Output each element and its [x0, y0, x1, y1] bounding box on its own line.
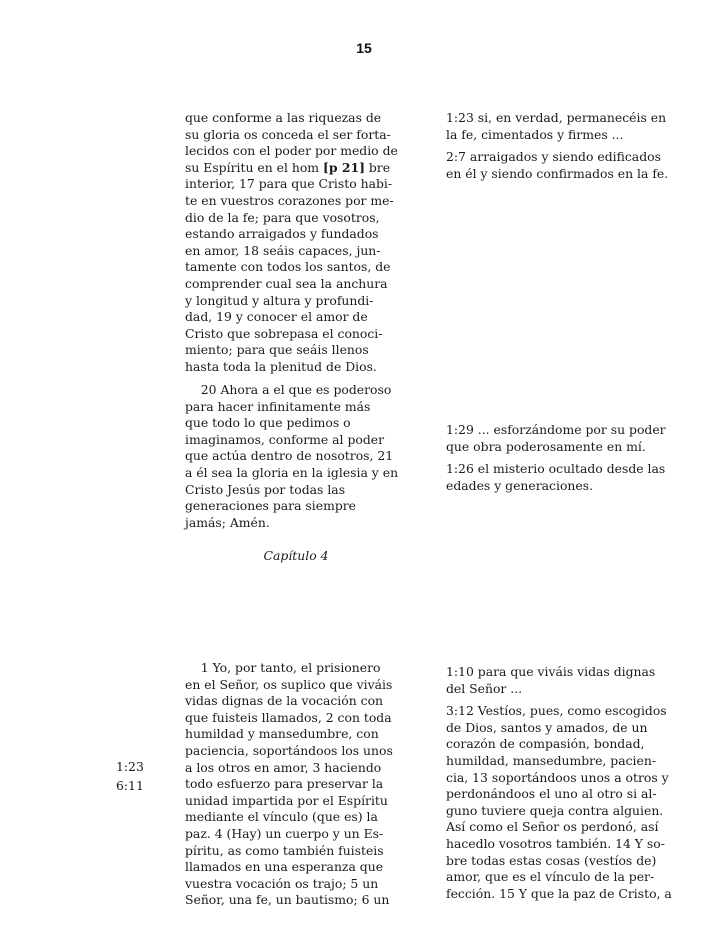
text-line: dio de la fe; para que vosotros, — [185, 209, 380, 225]
text-line: perdonándoos el uno al otro si al- — [446, 786, 657, 802]
text-line: Cristo Jesús por todas las — [185, 481, 346, 497]
text-line: la fe, cimentados y firmes ... — [446, 126, 624, 142]
text-line: lecidos con el poder por medio de — [185, 143, 398, 159]
text-line: generaciones para siempre — [185, 498, 357, 514]
text-line: paz. 4 (Hay) un cuerpo y un Es- — [185, 825, 384, 841]
text-line: corazón de compasión, bondad, — [446, 736, 645, 752]
text-line: a los otros en amor, 3 haciendo — [185, 759, 382, 775]
text-line: vidas dignas de la vocación con — [185, 693, 384, 709]
cross-reference — [446, 110, 686, 143]
margin-reference: 1:23 — [116, 759, 144, 774]
text-line: interior, 17 para que Cristo habi- — [185, 176, 393, 192]
text-line: miento; para que seáis llenos — [185, 342, 369, 358]
text-line: en el Señor, os suplico que viváis — [185, 676, 393, 692]
text-line: llamados en una esperanza que — [185, 859, 384, 875]
text-line: guno tuviere queja contra alguien. — [446, 802, 664, 818]
text-line: todo esfuerzo para preservar la — [185, 776, 384, 792]
text-line: amor, que es el vínculo de la per- — [446, 869, 655, 885]
text-line: humildad y mansedumbre, con — [185, 726, 379, 742]
text-line: dad, 19 y conocer el amor de — [185, 309, 368, 325]
text-line: que actúa dentro de nosotros, 21 — [185, 448, 394, 464]
text-line: tamente con todos los santos, de — [185, 259, 391, 275]
cross-reference-group-1 — [446, 110, 686, 188]
text-line: a él sea la gloria en la iglesia y en — [185, 464, 399, 480]
text-line: te en vuestros corazones por me- — [185, 192, 394, 208]
text-line: unidad impartida por el Espíritu — [185, 792, 388, 808]
text-line: 1:29 ... esforzándome por su poder — [446, 422, 666, 437]
text-line: de Dios, santos y amados, de un — [446, 719, 648, 735]
text-line: que conforme a las riquezas de — [185, 110, 382, 125]
text-line: en amor, 18 seáis capaces, jun- — [185, 242, 381, 258]
text-segment: bre — [364, 159, 391, 175]
text-line: hacedlo vosotros también. 14 Y so- — [446, 835, 665, 851]
text-line: 1:10 para que viváis vidas dignas — [446, 664, 656, 679]
text-line: cia, 13 soportándoos unos a otros y — [446, 769, 669, 785]
text-line: para hacer infinitamente más — [185, 398, 371, 414]
page-number: 15 — [356, 40, 372, 56]
cross-reference-group-3 — [446, 664, 686, 908]
text-line: vuestra vocación os trajo; 5 un — [185, 875, 379, 891]
cross-reference — [446, 703, 686, 902]
text-line: 20 Ahora a el que es poderoso — [185, 382, 392, 397]
text-segment: su Espíritu en el hom — [185, 159, 323, 175]
text-line: 1:23 si, en verdad, permanecéis en — [446, 110, 667, 125]
text-line: edades y generaciones. — [446, 477, 594, 493]
text-line: y longitud y altura y profundi- — [185, 292, 374, 308]
text-line: jamás; Amén. — [185, 514, 270, 530]
left-paragraph-3 — [185, 660, 407, 909]
text-line — [185, 160, 407, 177]
cross-reference — [446, 422, 686, 455]
text-line: Señor, una fe, un bautismo; 6 un — [185, 892, 390, 908]
text-line: del Señor ... — [446, 680, 523, 696]
cross-reference — [446, 664, 686, 697]
text-line: humildad, mansedumbre, pacien- — [446, 752, 657, 768]
text-line: que obra poderosamente en mí. — [446, 438, 646, 454]
text-line: hasta toda la plenitud de Dios. — [185, 358, 377, 374]
text-line: 3:12 Vestíos, pues, como escogidos — [446, 703, 667, 719]
cross-reference — [446, 461, 686, 494]
text-line: su gloria os conceda el ser forta- — [185, 126, 391, 142]
left-paragraph-2 — [185, 382, 407, 531]
chapter-heading: Capítulo 4 — [263, 548, 329, 563]
text-line: que todo lo que pedimos o — [185, 415, 351, 431]
text-line: mediante el vínculo (que es) la — [185, 809, 378, 825]
text-line: Así como el Señor os perdonó, así — [446, 819, 659, 835]
text-line: bre todas estas cosas (vestíos de) — [446, 852, 657, 868]
text-line: píritu, as como también fuisteis — [185, 842, 384, 858]
text-line: fección. 15 Y que la paz de Cristo, a — [446, 885, 672, 901]
cross-reference — [446, 149, 686, 182]
text-line: imaginamos, conforme al poder — [185, 431, 385, 447]
text-line: paciencia, soportándoos los unos — [185, 742, 393, 758]
text-line: estando arraigados y fundados — [185, 226, 379, 242]
cross-reference-group-2 — [446, 422, 686, 500]
text-line: que fuisteis llamados, 2 con toda — [185, 709, 392, 725]
margin-reference: 6:11 — [116, 778, 144, 793]
page-marker: [p 21] — [322, 159, 365, 175]
text-line: comprender cual sea la anchura — [185, 275, 388, 291]
left-paragraph-1 — [185, 110, 407, 376]
text-line: 2:7 arraigados y siendo edificados — [446, 149, 661, 165]
text-line: 1:26 el misterio ocultado desde las — [446, 461, 666, 477]
text-line: Cristo que sobrepasa el conoci- — [185, 325, 383, 341]
text-line: en él y siendo confirmados en la fe. — [446, 165, 669, 181]
text-line: 1 Yo, por tanto, el prisionero — [185, 660, 381, 675]
